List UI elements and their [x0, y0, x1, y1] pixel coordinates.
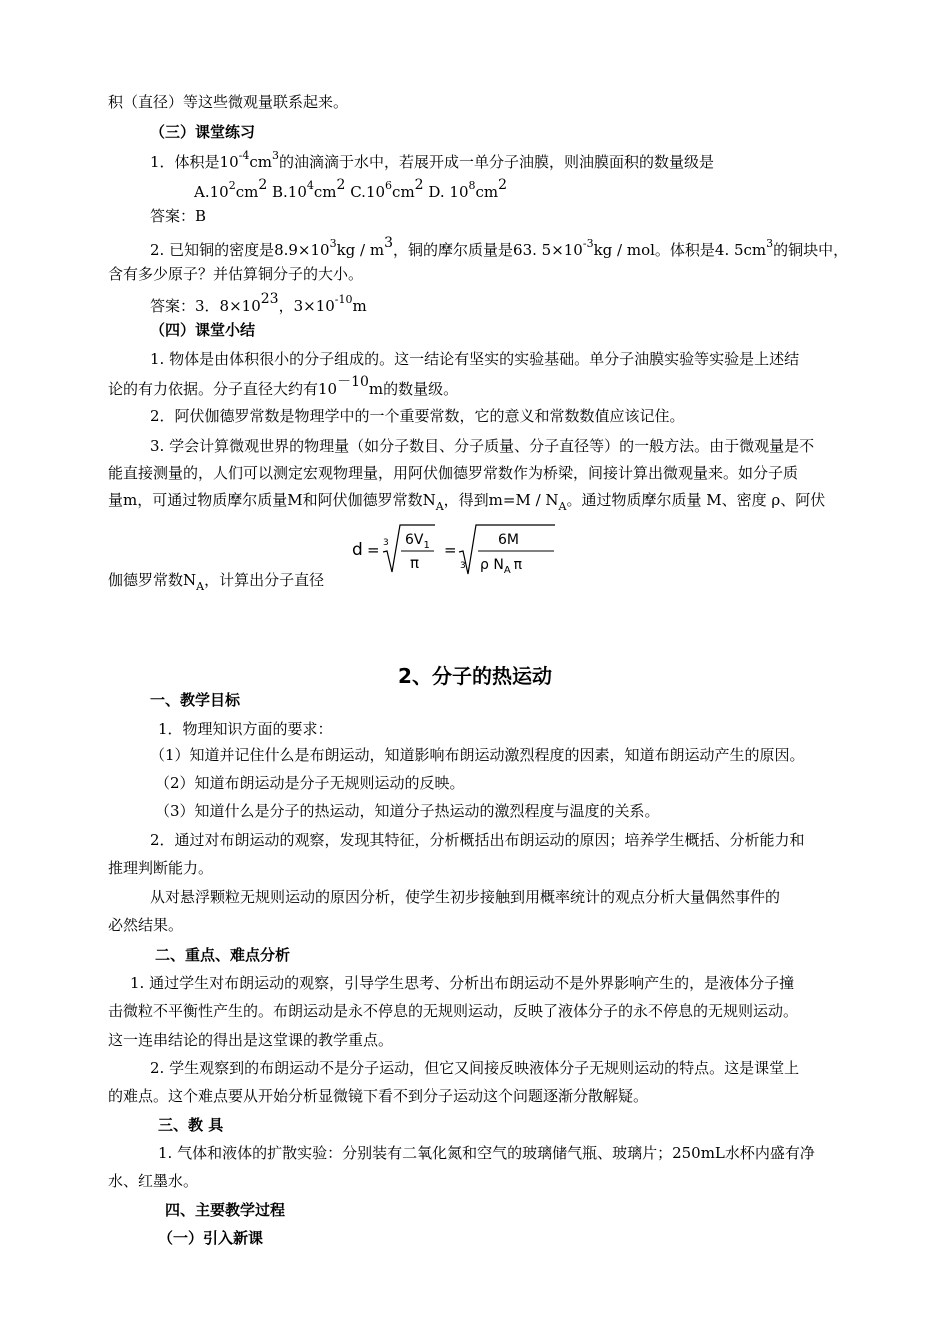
answer-1: 答案：B	[150, 207, 207, 225]
key-2-line-2: 的难点。这个难点要从开始分析显微镜下看不到分子运动这个问题逐渐分散解疑。	[108, 1087, 649, 1105]
root-index-1: 3	[383, 538, 389, 548]
summary-3-line-1: 3. 学会计算微观世界的物理量（如分子数目、分子质量、分子直径等）的一般方法。由于微观量是不	[150, 437, 815, 455]
heading-teaching-process: 四、主要教学过程	[165, 1201, 286, 1219]
aid-1-line-1: 1. 气体和液体的扩散实验：分别装有二氧化氮和空气的玻璃储气瓶、玻璃片；250mL水杯内盛有净	[158, 1144, 815, 1162]
section-title: 2、分子的热运动	[398, 664, 552, 688]
goal-1-item-2: （2）知道布朗运动是分子无规则运动的反映。	[155, 774, 465, 792]
formula-equals-2: =	[444, 541, 457, 559]
heading-class-summary: （四）课堂小结	[150, 321, 256, 339]
goal-1: 1．物理知识方面的要求：	[158, 720, 333, 738]
formula-equals-1: =	[367, 541, 380, 559]
denominator-2: ρ $N_A$ π	[480, 557, 523, 576]
goal-2-line-2: 推理判断能力。	[108, 859, 214, 877]
key-1-line-1: 1. 通过学生对布朗运动的观察，引导学生思考、分析出布朗运动不是外界影响产生的，是液体分子撞	[130, 974, 795, 992]
goal-2-line-1: 2．通过对布朗运动的观察，发现其特征，分析概括出布朗运动的原因；培养学生概括、分析能力和	[150, 831, 805, 849]
aid-1-line-2: 水、红墨水。	[108, 1172, 199, 1190]
heading-key-points: 二、重点、难点分析	[155, 946, 291, 964]
text-line: 积（直径）等这些微观量联系起来。	[108, 93, 349, 111]
heading-class-exercise: （三）课堂练习	[150, 123, 256, 141]
goal-3-line-2: 必然结果。	[108, 916, 184, 934]
answer-2: 答案：3．$8\times 10^{23}$，$3\times 10^{-10}m$	[150, 291, 367, 315]
summary-3-line-3: 量m，可通过物质摩尔质量M和阿伏伽德罗常数$N_A$，得到$m=M / N_A$。通过物质摩尔质量 M、密度 ρ、阿伏	[108, 491, 826, 513]
question-1-options: $A.10^2cm^2$ $B.10^4cm^2$ $C.10^6cm^2$ D. $10^8cm^2$	[194, 177, 508, 201]
key-1-line-3: 这一连串结论的得出是这堂课的教学重点。	[108, 1031, 394, 1049]
goal-3-line-1: 从对悬浮颗粒无规则运动的原因分析，使学生初步接触到用概率统计的观点分析大量偶然事件的	[150, 888, 781, 906]
question-2-line-2: 含有多少原子？并估算铜分子的大小。	[108, 265, 364, 283]
formula-d: d	[352, 540, 363, 560]
summary-3-line-4: 伽德罗常数$N_A$，计算出分子直径	[108, 571, 325, 593]
summary-1-line-1: 1. 物体是由体积很小的分子组成的。这一结论有坚实的实验基础。单分子油膜实验等实验是上述结	[150, 350, 800, 368]
heading-introduce-lesson: （一）引入新课	[158, 1229, 264, 1247]
key-2-line-1: 2. 学生观察到的布朗运动不是分子运动，但它又间接反映液体分子无规则运动的特点。这是课堂上	[150, 1059, 800, 1077]
heading-teaching-aids: 三、教 具	[158, 1116, 224, 1134]
goal-1-item-3: （3）知道什么是分子的热运动，知道分子热运动的激烈程度与温度的关系。	[155, 802, 660, 820]
numerator-2: 6M	[498, 532, 519, 548]
summary-3-line-2: 能直接测量的，人们可以测定宏观物理量，用阿伏伽德罗常数作为桥梁，间接计算出微观量来。如分子质	[108, 464, 799, 482]
heading-teaching-goals: 一、教学目标	[150, 691, 241, 709]
diameter-formula	[350, 522, 560, 580]
question-2: 2. 已知铜的密度是$8.9\times 10^3kg / m^3$，铜的摩尔质量是63. $5\times 10^{-3}kg$ / mol。体积是4. $5cm^3$的铜块中，	[150, 235, 849, 259]
goal-1-item-1: （1）知道并记住什么是布朗运动，知道影响布朗运动激烈程度的因素，知道布朗运动产生的原因。	[150, 746, 805, 764]
numerator-1: $6V_1$	[405, 532, 430, 551]
denominator-1: π	[410, 554, 420, 572]
key-1-line-2: 击微粒不平衡性产生的。布朗运动是永不停息的无规则运动，反映了液体分子的永不停息的无规则运动。	[108, 1002, 799, 1020]
summary-2: 2．阿伏伽德罗常数是物理学中的一个重要常数，它的意义和常数数值应该记住。	[150, 407, 685, 425]
question-1: 1．体积是$10^{-4}cm^3$的油滴滴于水中，若展开成一单分子油膜，则油膜面积的数量级是	[150, 149, 714, 171]
root-index-2: 3	[460, 561, 466, 571]
summary-1-line-2: 论的有力依据。分子直径大约有$10^{-10}m$的数量级。	[108, 374, 459, 398]
